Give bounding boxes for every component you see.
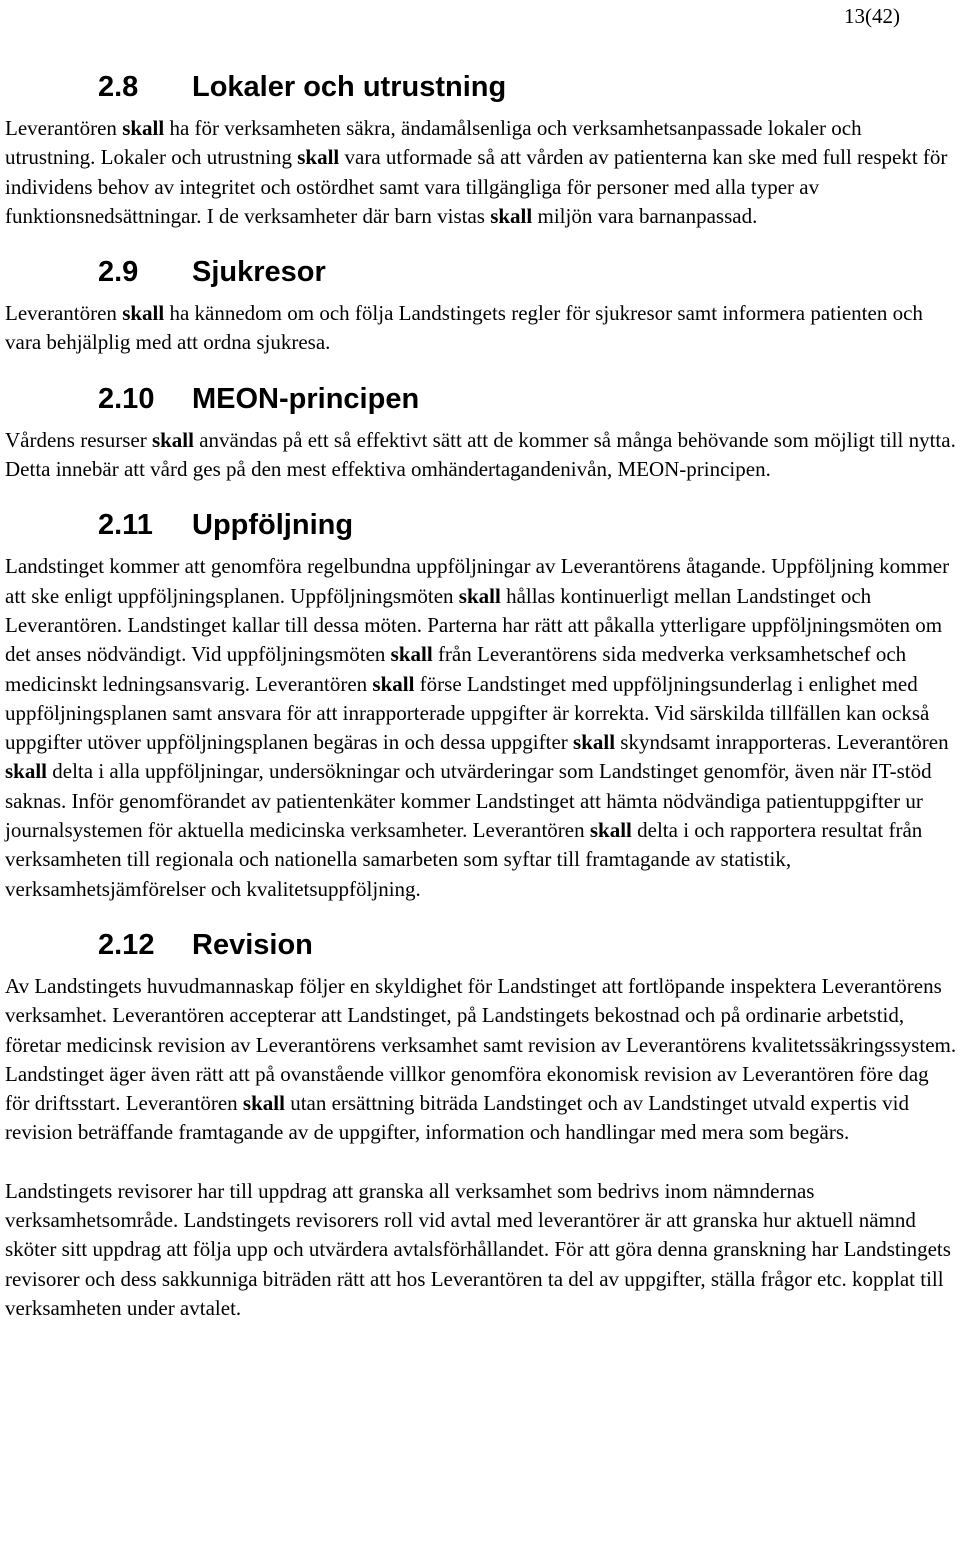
document-body xyxy=(5,70,957,1347)
paragraph: Vårdens resurser skall användas på ett så effektivt sätt att de kommer så många behövande som möjligt till nytta. Detta innebär att vård ges på den mest effektiva omhändertagandenivån, MEON-principen. xyxy=(5,427,956,482)
emphasis-skall: skall xyxy=(372,671,415,696)
section-heading xyxy=(5,255,957,289)
emphasis-skall: skall xyxy=(390,642,433,667)
section-heading xyxy=(5,928,957,962)
section-heading xyxy=(5,508,957,542)
section-2-11 xyxy=(5,508,957,904)
section-title: Revision xyxy=(192,928,313,961)
section-number: 2.9 xyxy=(98,256,139,289)
emphasis-skall: skall xyxy=(297,145,340,170)
section-2-12 xyxy=(5,928,957,1323)
emphasis-skall: skall xyxy=(490,203,533,228)
section-number: 2.10 xyxy=(98,382,155,415)
emphasis-skall: skall xyxy=(573,730,616,755)
page-number: 13(42) xyxy=(844,4,900,28)
paragraph: Landstinget kommer att genomföra regelbundna uppföljningar av Leverantörens åtagande. Uppföljning kommer att ske enligt uppföljningsplanen. Uppföljningsmöten skall hållas kontinuerligt mellan Landstinget och Leverantören. Landstinget kallar till dessa möten. Parterna har rätt att påkalla ytterligare uppföljningsmöten om det anses nödvändigt. Vid uppföljningsmöten skall från Leverantörens sida medverka verksamhetschef och medicinskt ledningsansvarig. Leverantören skall förse Landstinget med uppföljningsunderlag i enlighet med uppföljningsplanen samt ansvara för att inrapporterade uppgifter är korrekta. Vid särskilda tillfällen kan också uppgifter utöver uppföljningsplanen begäras in och dessa uppgifter skall skyndsamt inrapporteras. Leverantören skall delta i alla uppföljningar, undersökningar och utvärderingar som Landstinget genomför, även när IT-stöd saknas. Inför genomförandet av patientenkäter kommer Landstinget att hämta nödvändiga patientuppgifter ur journalsystemen för aktuella medicinska verksamheter. Leverantören skall delta i och rapportera resultat från verksamheten till regionala och nationella samarbeten som syftar till framtagande av statistik, verksamhetsjämförelser och kvalitetsuppföljning. xyxy=(5,554,950,901)
section-2-10 xyxy=(5,382,957,485)
section-title: Sjukresor xyxy=(192,256,326,289)
section-heading xyxy=(5,70,957,104)
emphasis-skall: skall xyxy=(5,759,48,784)
section-number: 2.8 xyxy=(98,71,139,103)
section-title: Lokaler och utrustning xyxy=(192,71,507,103)
emphasis-skall: skall xyxy=(458,583,501,608)
section-heading xyxy=(5,382,957,416)
section-2-8 xyxy=(5,70,957,231)
paragraph: Leverantören skall ha kännedom om och följa Landstingets regler för sjukresor samt informera patienten och vara behjälplig med att ordna sjukresa. xyxy=(5,301,923,355)
section-title: MEON-principen xyxy=(192,382,420,415)
section-number: 2.12 xyxy=(98,928,155,961)
emphasis-skall: skall xyxy=(122,301,165,326)
emphasis-skall: skall xyxy=(242,1091,285,1116)
emphasis-skall: skall xyxy=(151,427,194,452)
emphasis-skall: skall xyxy=(589,818,632,843)
paragraph: Av Landstingets huvudmannaskap följer en skyldighet för Landstinget att fortlöpande inspektera Leverantörens verksamhet. Leverantören accepterar att Landstinget, på Landstingets bekostnad och på ordinarie arbetstid, företar medicinsk revision av Leverantörens verksamhet samt revision av Leverantörens kvalitetssäkringssystem. Landstinget äger även rätt att på ovanstående villkor genomföra ekonomisk revision av Leverantören före dag för driftsstart. Leverantören skall utan ersättning biträda Landstinget och av Landstinget utvald expertis vid revision beträffande framtagande av de uppgifter, information och handlingar med mera som begärs. xyxy=(5,973,957,1145)
paragraph: Landstingets revisorer har till uppdrag att granska all verksamhet som bedrivs inom nämndernas verksamhetsområde. Landstingets revisorers roll vid avtal med leverantörer är att granska hur aktuell nämnd sköter sitt uppdrag att följa upp och utvärdera avtalsförhållandet. För att göra denna granskning har Landstingets revisorer och dess sakkunniga biträden rätt att hos Leverantören ta del av uppgifter, ställa frågor etc. kopplat till verksamheten under avtalet. xyxy=(5,1178,951,1320)
paragraph: Leverantören skall ha för verksamheten säkra, ändamålsenliga och verksamhetsanpassade lokaler och utrustning. Lokaler och utrustning skall vara utformade så att vården av patienterna kan ske med full respekt för individens behov av integritet och ostördhet samt vara tillgängliga för personer med alla typer av funktionsnedsättningar. I de verksamheter där barn vistas skall miljön vara barnanpassad. xyxy=(5,116,948,228)
section-2-9 xyxy=(5,255,957,358)
section-title: Uppföljning xyxy=(192,509,354,542)
section-number: 2.11 xyxy=(98,509,153,542)
emphasis-skall: skall xyxy=(122,116,165,140)
